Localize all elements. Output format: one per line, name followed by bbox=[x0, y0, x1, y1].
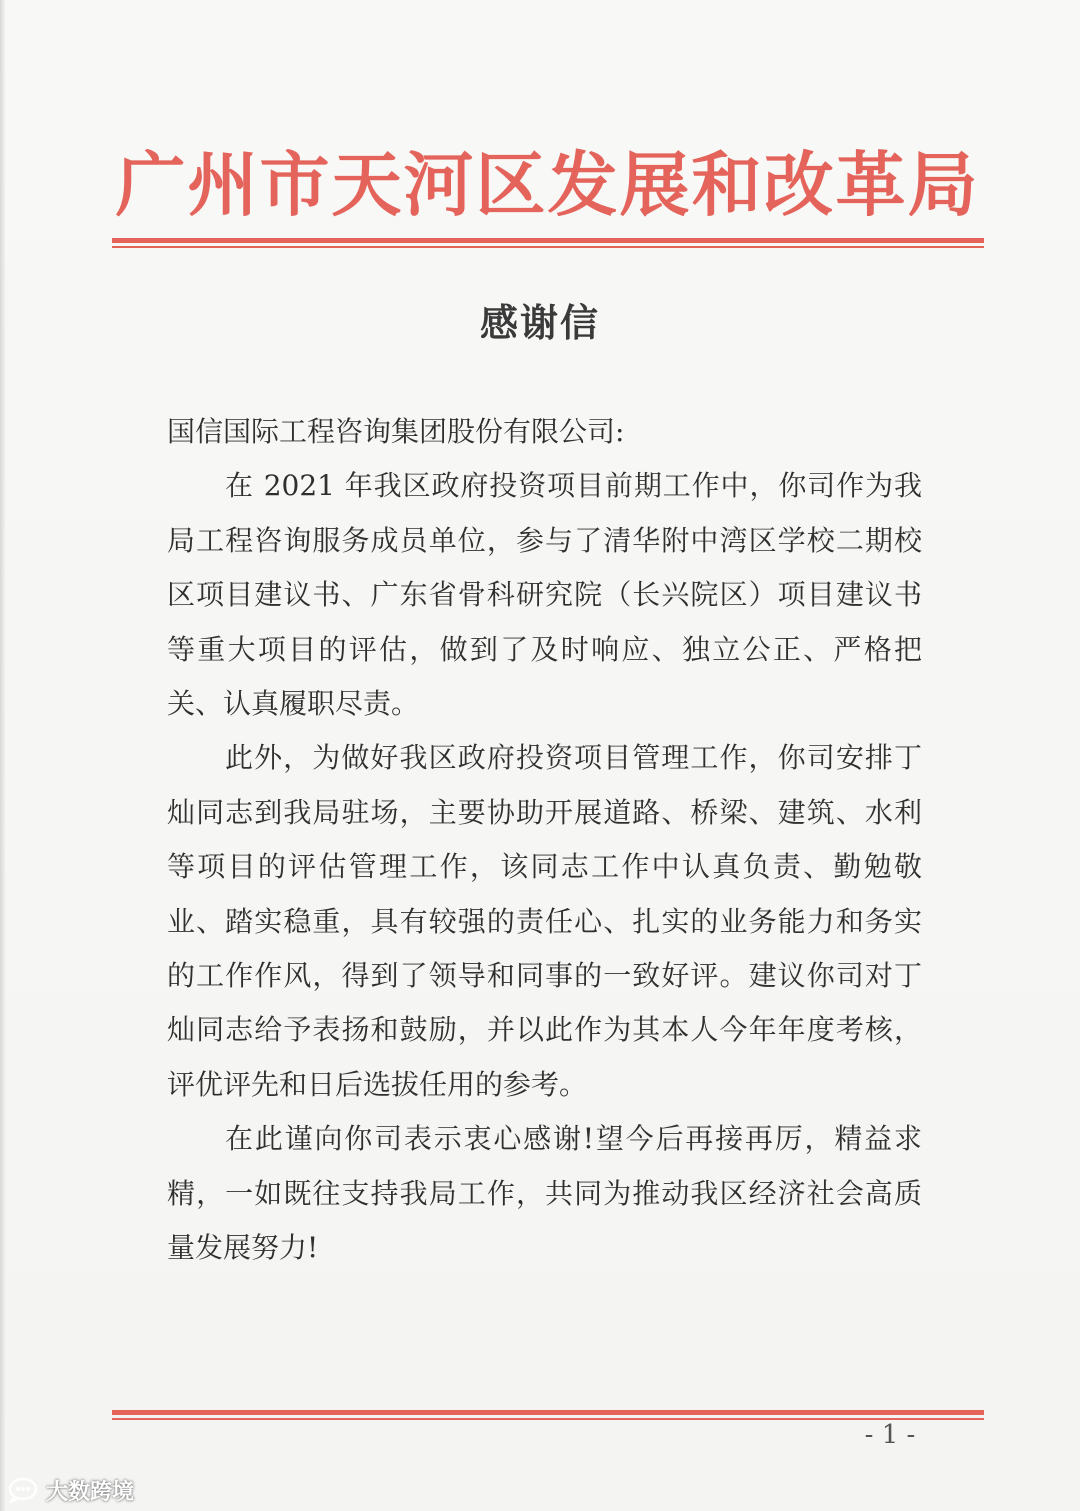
page-number: - 1 - bbox=[864, 1420, 916, 1450]
letterhead-rule-thin bbox=[112, 246, 984, 248]
letterhead-rule-thick bbox=[112, 238, 984, 243]
footer-rule-thin bbox=[112, 1418, 984, 1420]
chat-bubble-logo-icon bbox=[8, 1477, 42, 1503]
paragraph-2: 此外，为做好我区政府投资项目管理工作，你司安排丁灿同志到我局驻场，主要协助开展道路、桥梁、建筑、水利等项目的评估管理工作，该同志工作中认真负责、勤勉敬业、踏实稳重，具有较强的责任心、扎实的业务能力和务实的工作作风，得到了领导和同事的一致好评。建议你司对丁灿同志给予表扬和鼓励，并以此作为其本人今年年度考核，评优评先和日后选拔任用的参考。 bbox=[167, 741, 922, 1101]
watermark bbox=[8, 1474, 134, 1506]
footer-rule-thick bbox=[112, 1410, 984, 1415]
salutation: 国信国际工程咨询集团股份有限公司: bbox=[167, 415, 625, 448]
page-edge-shadow bbox=[0, 0, 6, 1511]
watermark-text: 大数跨境 bbox=[46, 1479, 135, 1505]
paragraph-3: 在此谨向你司表示衷心感谢!望今后再接再厉，精益求精，一如既往支持我局工作，共同为推动我区经济社会高质量发展努力! bbox=[167, 1122, 922, 1265]
document-title: 感谢信 bbox=[479, 300, 600, 345]
paragraph-1: 在 2021 年我区政府投资项目前期工作中，你司作为我局工程咨询服务成员单位，参与了清华附中湾区学校二期校区项目建议书、广东省骨科研究院（长兴院区）项目建议书等重大项目的评估，做到了及时响应、独立公正、严格把关、认真履职尽责。 bbox=[167, 469, 922, 721]
letterhead-organization: 广州市天河区发展和改革局 bbox=[115, 143, 980, 226]
letter-body bbox=[167, 405, 922, 1276]
